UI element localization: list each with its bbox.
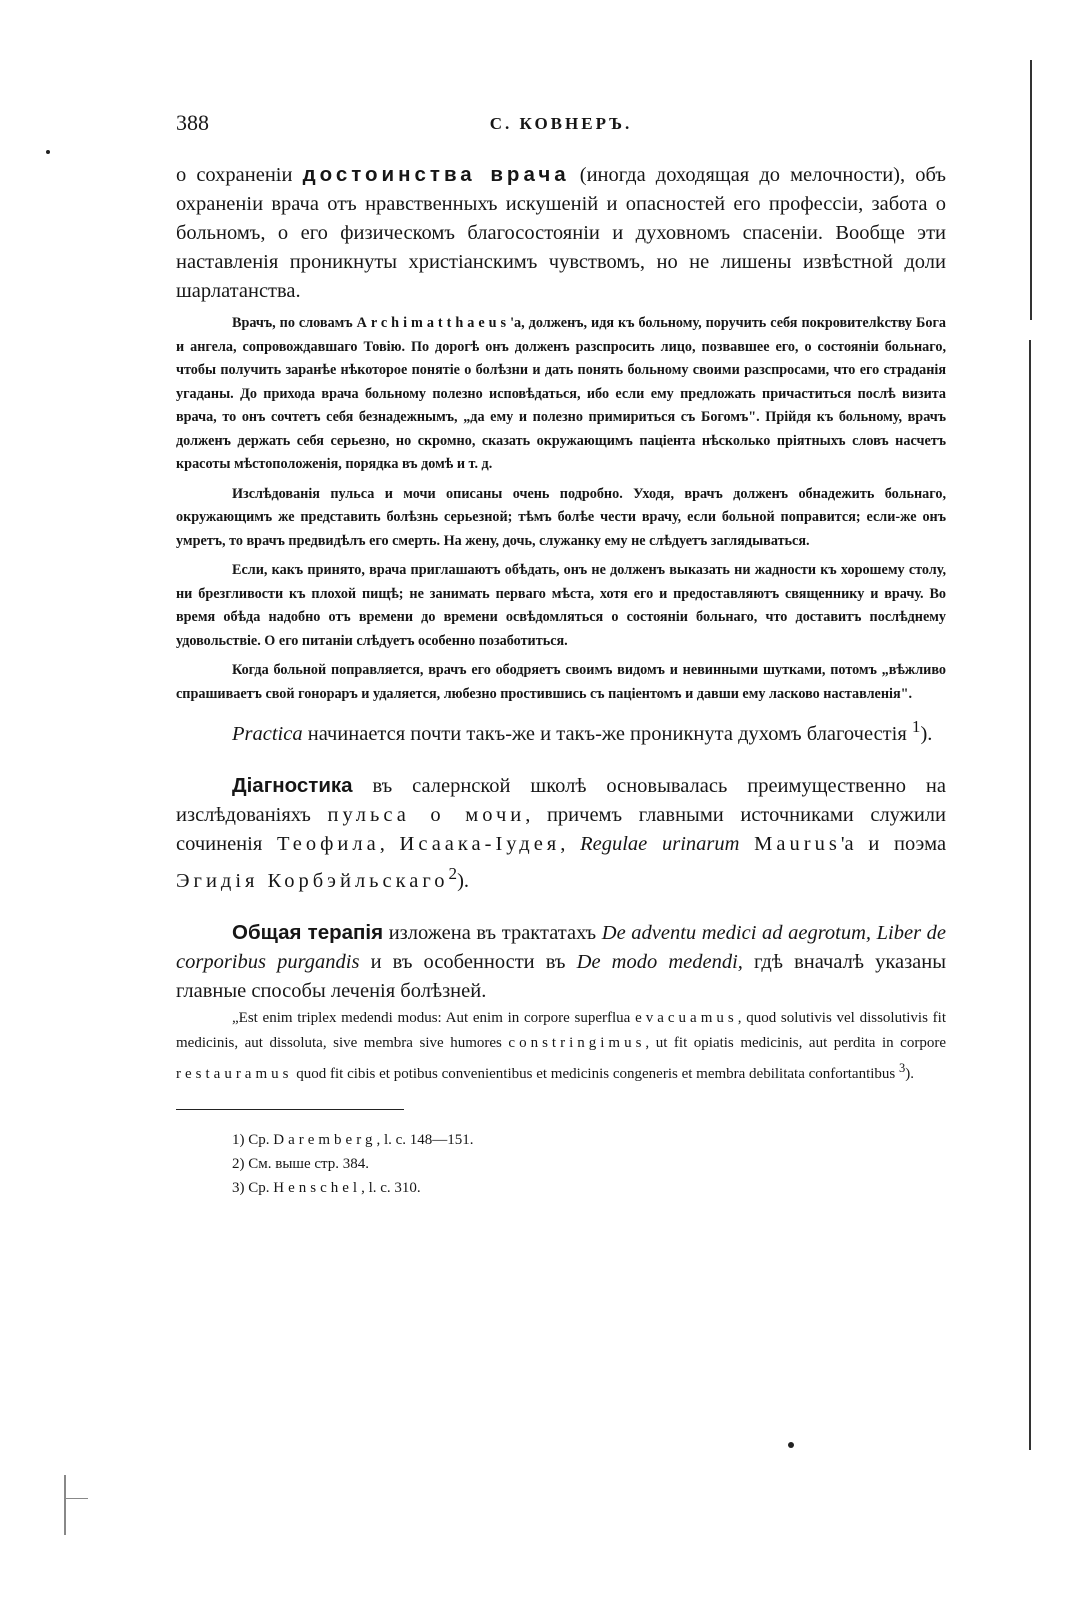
text-span: ,: [560, 832, 581, 855]
paragraph-1: [176, 160, 946, 306]
spaced-name: Archimatthaeus: [356, 315, 511, 331]
paragraph-3: Изслѣдованія пульса и мочи описаны очень подробно. Уходя, врачъ долженъ обнадежить больнаго, окружающимъ же представить болѣзнь серьезной; тѣмъ болѣе чести врачу, если больной поправится; если-же онъ умретъ, то врачъ предвидѣлъ его смерть. На жену, дочь, служанку ему не слѣдуетъ заглядываться.: [176, 485, 946, 549]
bold-term: Діагностика: [232, 773, 353, 797]
running-head: С. КОВНЕРЪ.: [489, 114, 633, 133]
bold-term: Общая терапія: [232, 920, 384, 944]
spaced-term: пульса: [327, 803, 410, 826]
footnote-rule: [176, 1109, 404, 1110]
text-span: , причемъ главными источниками служили сочиненія: [176, 803, 946, 855]
text-span: ).: [905, 1065, 915, 1082]
paragraph-8: [176, 918, 946, 1006]
italic-title: Regulae urinarum: [580, 832, 740, 855]
paragraph-6: [176, 712, 946, 749]
footnote-1: [176, 1128, 946, 1152]
footnote-mark: 3) Ср.: [232, 1179, 274, 1196]
spaced-name: Daremberg: [273, 1131, 377, 1148]
footnote-ref-text: , l. c. 148—151.: [376, 1131, 474, 1148]
spaced-term: restauramus: [176, 1065, 293, 1082]
text-span: о сохраненіи: [176, 164, 303, 186]
scan-margin-line-right-lower: [1029, 340, 1031, 1450]
scan-margin-tick-left: [66, 1498, 88, 1499]
paragraph-5: Когда больной поправляется, врачъ его ободряетъ своимъ видомъ и невинными шутками, потомъ „вѣжливо спрашиваетъ свой гонораръ и удаляется, любезно простившись съ паціентомъ и давши ему ласково наставленія".: [176, 662, 946, 702]
spaced-term: мочи: [465, 803, 526, 826]
text-span: и въ особенности въ: [359, 950, 577, 973]
footnote-ref: 2: [448, 863, 458, 883]
text-span: , quod solutivis vel dissolutivis fit medicinis, aut dissoluta, sive membra sive humores: [176, 1009, 946, 1051]
spaced-name: Эгидія Корбэйльскаго: [176, 869, 449, 892]
paragraph-7: [176, 771, 946, 896]
page-header: [176, 110, 946, 144]
italic-title: De modo medendi,: [576, 950, 743, 973]
text-span: начинается почти такъ-же и такъ-же проникнута духомъ благочестія: [302, 722, 912, 745]
text-span: изложена въ трактатахъ: [383, 921, 602, 944]
text-span: ,: [379, 832, 400, 855]
scan-speck-dot: [788, 1442, 794, 1448]
spaced-name: Исаака-Іудея: [399, 832, 561, 855]
footnote-ref: 1: [911, 717, 921, 736]
footnote-3: [176, 1176, 946, 1200]
text-span: [739, 833, 754, 855]
scan-margin-line-left: [64, 1475, 66, 1535]
text-span: (иногда доходящая до мелочности), объ охраненіи врача отъ нравственныхъ искушеній и опасностей его профессіи, забота о больномъ, о его физическомъ благосостояніи и духовномъ спасеніи. Вообще эти наставленія проникнуты христіанскимъ чувствомъ, но не лишены извѣстной доли шарлатанства.: [176, 164, 946, 302]
italic-term: Practica: [232, 722, 303, 745]
spaced-name: Теофила: [277, 832, 380, 855]
footnote-ref: 3: [899, 1060, 906, 1075]
text-span: , ut fit opiatis medicinis, aut perdita in corpore: [645, 1034, 946, 1051]
spaced-name: Henschel: [273, 1179, 362, 1196]
text-span: 'а, долженъ, идя къ больному, поручить себя покровителkству Бога и ангела, сопровождавшаго Товію. По дорогѣ онъ долженъ разспросить лицо, позвавшее его, о состояніи больнаго, чтобы получить заранѣе нѣкоторое понятіе о болѣзни и дать понять больному своими разспросами, что его страданія угаданы. До прихода врача больному полезно исповѣдаться, ибо если ему предложать причаститься послѣ визита врача, то онъ сочтетъ себя безнадежнымъ, „да ему и полезно примириться съ Богомъ". Прійдя къ больному, врачъ долженъ держать себя серьезно, но скромно, сказать окружающимъ паціента нѣсколько пріятныхъ словъ насчетъ красоты мѣстоположенія, порядка въ домѣ и т. д.: [176, 315, 946, 472]
text-span: гдѣ вначалѣ указаны главные способы леченія болѣзней.: [176, 950, 947, 1002]
footnote-ref-text: , l. c. 310.: [361, 1179, 421, 1196]
scan-speck-dot: [46, 150, 50, 154]
text-span: въ салернской школѣ основывалась преимущественно на изслѣдованіяхъ: [176, 774, 946, 826]
paragraph-9: [176, 1006, 946, 1087]
text-span: Врачъ, по словамъ: [232, 315, 357, 331]
text-span: „Est enim triplex medendi modus: Aut enim in corpore superflua: [232, 1009, 636, 1026]
spaced-name: Maurus: [754, 832, 841, 855]
spaced-term: constringimus: [508, 1034, 646, 1051]
text-span: 'а и поэма: [840, 832, 947, 855]
text-span: quod fit cibis et potibus convenientibus et medicinis congeneris et membra debilitata confortantibus: [292, 1065, 900, 1082]
spaced-term: достоинства врача: [302, 163, 570, 186]
text-span: ).: [920, 722, 933, 745]
footnote-2: [176, 1152, 946, 1176]
paragraph-2: [176, 312, 946, 477]
spaced-term: evacuamus: [635, 1009, 738, 1026]
paragraph-4: Если, какъ принято, врача приглашаютъ обѣдать, онъ не долженъ выказать ни жадности къ хорошему столу, ни брезгливости къ плохой пищѣ; не занимать перваго мѣста, хотя его и предоставляютъ священнику и врачу. Во время обѣда надобно отъ времени до времени освѣдомляться о состояніи больнаго, что доставитъ послѣднему удовольствіе. О его питаніи слѣдуетъ особенно позаботиться.: [176, 562, 946, 649]
page-number: 388: [176, 110, 209, 135]
text-span: ).: [457, 869, 470, 892]
scan-margin-line-right: [1030, 60, 1032, 320]
footnote-mark: 1) Ср.: [232, 1131, 274, 1148]
footnote-mark: 2) См. выше стр. 384.: [232, 1155, 370, 1172]
italic-title: De adventu medici ad aegrotum, Liber de corporibus purgandis: [176, 921, 946, 973]
spaced-term: о: [409, 803, 466, 826]
body-text: [176, 160, 946, 1200]
